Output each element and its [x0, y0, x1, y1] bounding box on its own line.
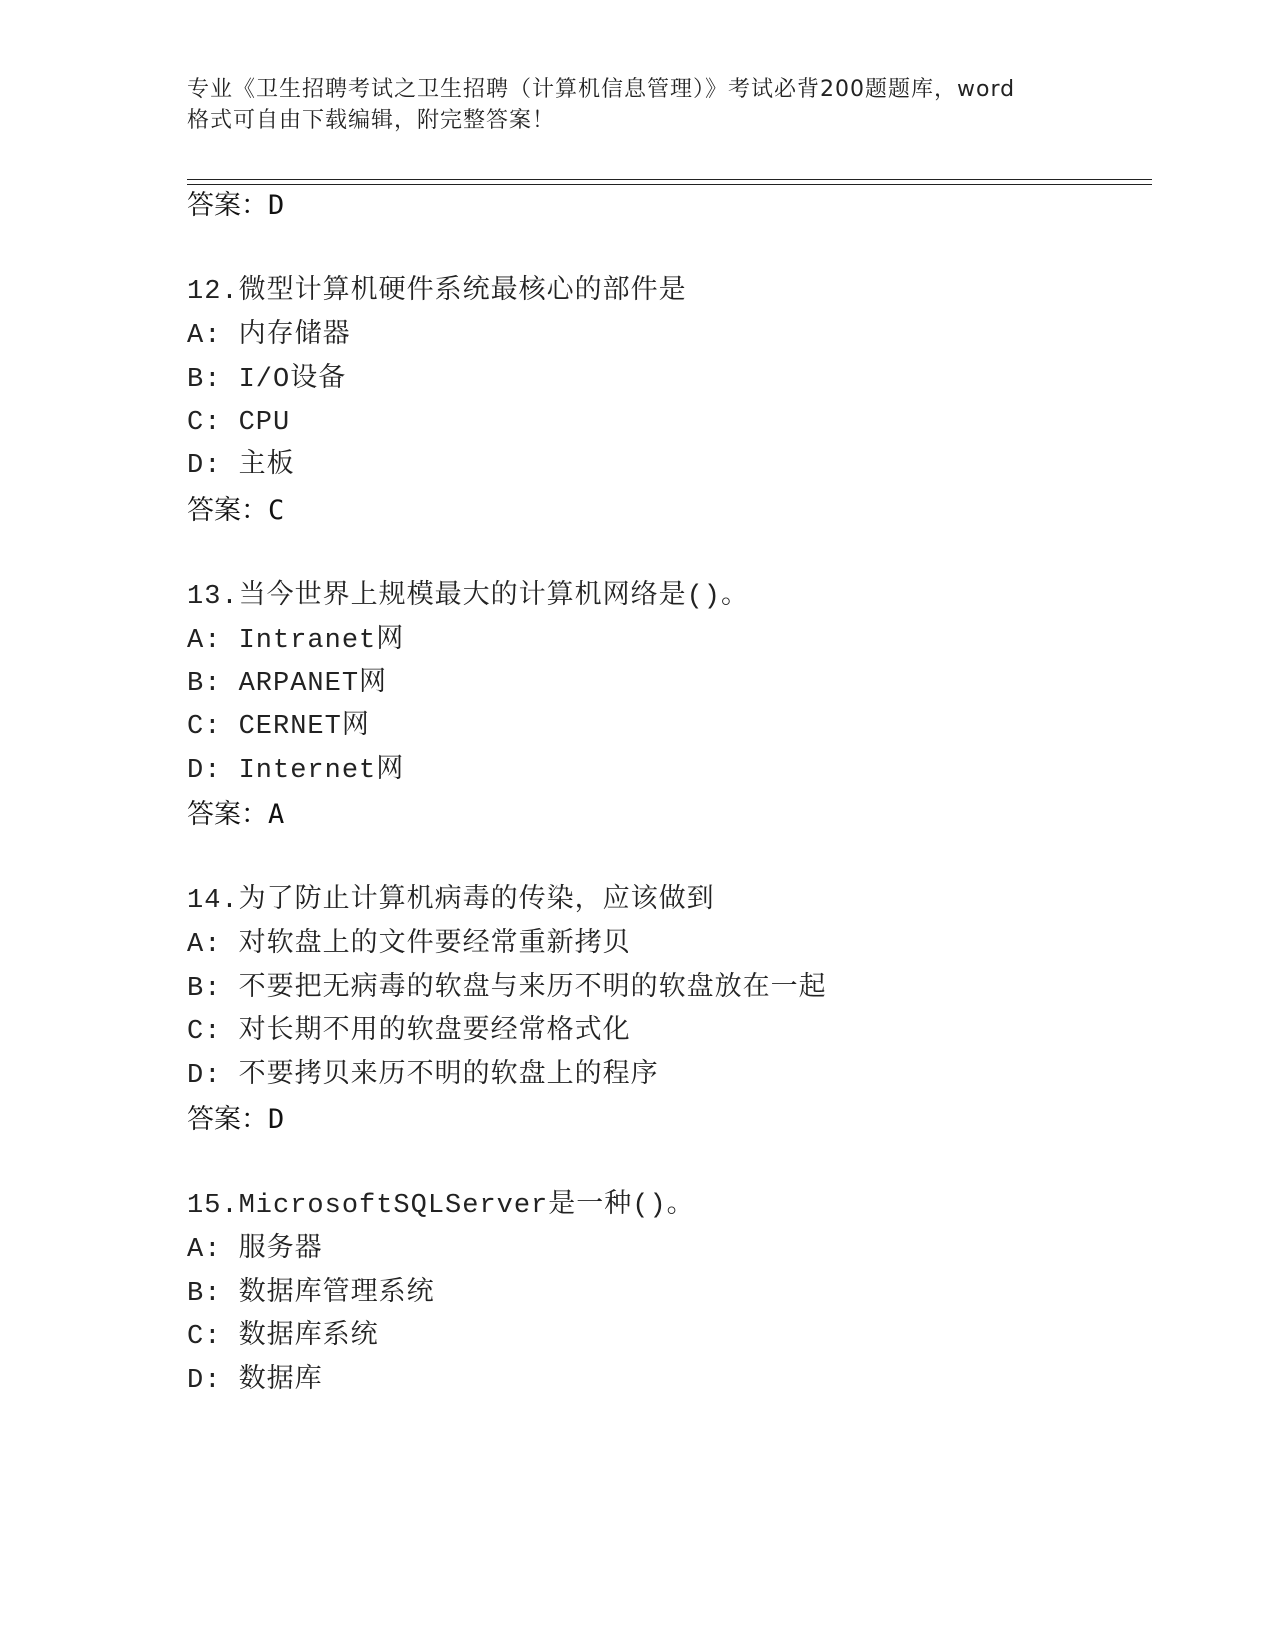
question-15-option-a: A: 服务器	[187, 1235, 323, 1265]
question-14-option-b: B: 不要把无病毒的软盘与来历不明的软盘放在一起	[187, 974, 827, 1004]
question-15-title: 15.MicrosoftSQLServer是一种()。	[187, 1191, 695, 1221]
question-13-option-a: A: Intranet网	[187, 626, 405, 656]
question-12-option-d: D: 主板	[187, 451, 295, 481]
question-12-title: 12.微型计算机硬件系统最核心的部件是	[187, 277, 687, 307]
question-12-option-b: B: I/O设备	[187, 365, 347, 395]
document-header	[187, 74, 1087, 136]
question-12-answer: 答案：C	[187, 495, 285, 526]
question-15-option-b: B: 数据库管理系统	[187, 1279, 435, 1309]
question-13-answer: 答案：A	[187, 799, 285, 830]
question-14-title: 14.为了防止计算机病毒的传染，应该做到	[187, 886, 715, 916]
question-12-option-c: C: CPU	[187, 408, 291, 438]
question-13-option-d: D: Internet网	[187, 756, 405, 786]
question-13-option-b: B: ARPANET网	[187, 669, 388, 699]
question-14-option-c: C: 对长期不用的软盘要经常格式化	[187, 1017, 631, 1047]
question-15-option-d: D: 数据库	[187, 1366, 323, 1396]
header-line-1: 专业《卫生招聘考试之卫生招聘（计算机信息管理）》考试必背200题题库，word	[187, 77, 1016, 102]
question-14-answer: 答案：D	[187, 1104, 285, 1135]
question-12-option-a: A: 内存储器	[187, 321, 351, 351]
question-13-title: 13.当今世界上规模最大的计算机网络是()。	[187, 582, 750, 612]
question-15-option-c: C: 数据库系统	[187, 1322, 379, 1352]
header-line-2: 格式可自由下载编辑，附完整答案！	[187, 108, 556, 133]
question-14-option-d: D: 不要拷贝来历不明的软盘上的程序	[187, 1061, 659, 1091]
header-divider-top	[187, 179, 1152, 180]
question-13-option-c: C: CERNET网	[187, 712, 370, 742]
question-14-option-a: A: 对软盘上的文件要经常重新拷贝	[187, 930, 631, 960]
header-divider-bottom	[187, 184, 1152, 185]
previous-answer: 答案：D	[187, 190, 285, 221]
